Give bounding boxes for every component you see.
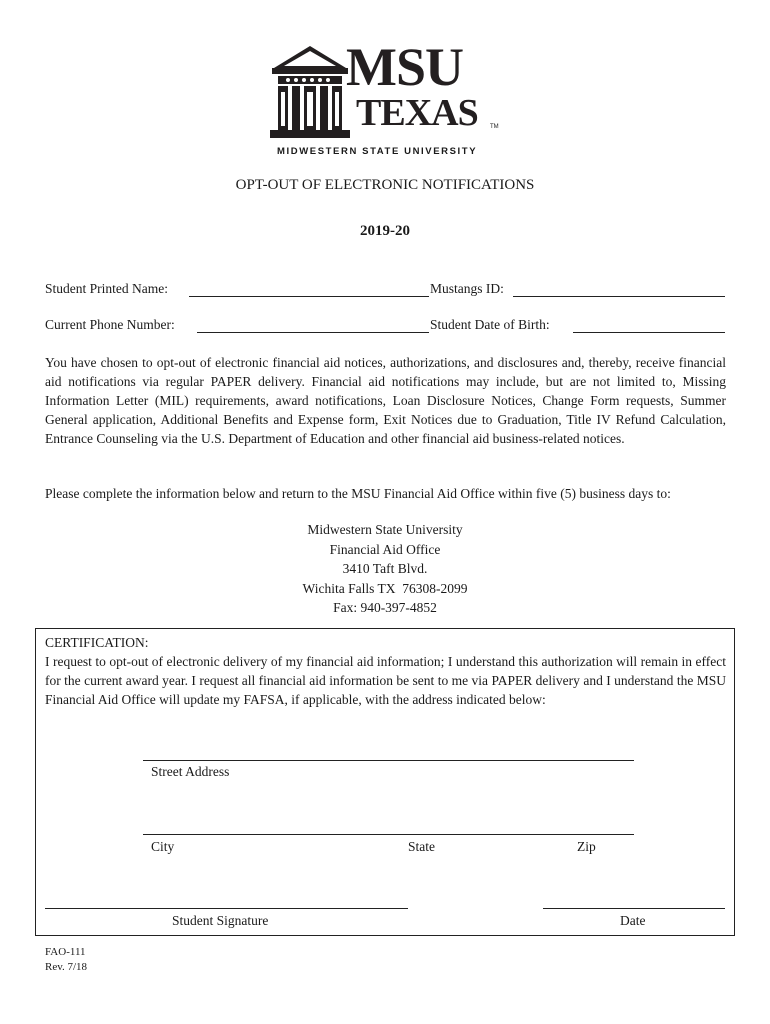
phone-label: Current Phone Number: (45, 317, 175, 332)
award-year: 2019-20 (360, 223, 410, 239)
page-title: OPT-OUT OF ELECTRONIC NOTIFICATIONS (235, 177, 535, 193)
city-state-zip-field[interactable] (143, 833, 634, 835)
dob-field[interactable] (573, 331, 725, 333)
instruction-paragraph: Please complete the information below and return to the MSU Financial Aid Office within five (5) business days to: (45, 486, 671, 501)
certification-statement: I request to opt-out of electronic delivery of my financial aid information; I understand this authorization will remain in effect for the current award year. I request all financial aid information be sent to me via PAPER delivery and I understand the MSU Financial Aid Office will update my FAFSA, if applicable, with the address indicated below: (45, 654, 726, 707)
phone-field[interactable] (197, 331, 429, 333)
mustangs-id-label: Mustangs ID: (430, 281, 504, 296)
student-name-label: Student Printed Name: (45, 281, 168, 296)
student-name-field[interactable] (189, 295, 429, 297)
dob-label: Student Date of Birth: (430, 317, 550, 332)
zip-label: Zip (577, 839, 596, 854)
logo-msu-text: MSU (346, 37, 463, 97)
address-line-2: Financial Aid Office (329, 541, 441, 557)
city-label: City (151, 839, 175, 854)
street-address-label: Street Address (151, 764, 230, 779)
date-field[interactable] (543, 907, 725, 909)
mailing-address (0, 520, 770, 618)
certification-heading: CERTIFICATION: (45, 635, 149, 650)
street-address-field[interactable] (143, 759, 634, 761)
logo-texas-text: TEXAS (356, 92, 478, 134)
form-revision: Rev. 7/18 (45, 961, 88, 973)
address-line-1: Midwestern State University (307, 522, 463, 537)
building-icon (270, 42, 350, 142)
form-footer (45, 945, 87, 975)
intro-paragraph: You have chosen to opt-out of electronic financial aid notices, authorizations, and disclosures and, thereby, receive financial aid notifications via regular PAPER delivery. Financial aid notifications may include, but are not limited to, Missing Information Letter (MIL) requirements, award notifications, Loan Disclosure Notices, Change Form requests, Summer General application, Additional Benefits and Expense form, Exit Notices due to Graduation, Title IV Refund Calculation, Entrance Counseling via the U.S. Department of Education and other financial aid business-related notices. (45, 355, 726, 446)
address-line-3: 3410 Taft Blvd. (342, 561, 428, 576)
address-line-4: Wichita Falls TX 76308-2099 (302, 580, 468, 596)
logo-subtitle: MIDWESTERN STATE UNIVERSITY (277, 146, 478, 157)
form-code: FAO-111 (45, 946, 86, 958)
certification-text-block (45, 633, 726, 709)
mustangs-id-field[interactable] (513, 295, 725, 297)
signature-field[interactable] (45, 907, 408, 909)
address-line-5: Fax: 940-397-4852 (333, 600, 437, 615)
signature-label: Student Signature (172, 913, 269, 928)
date-label: Date (620, 913, 646, 928)
logo-trademark: TM (490, 124, 499, 130)
state-label: State (408, 839, 435, 854)
